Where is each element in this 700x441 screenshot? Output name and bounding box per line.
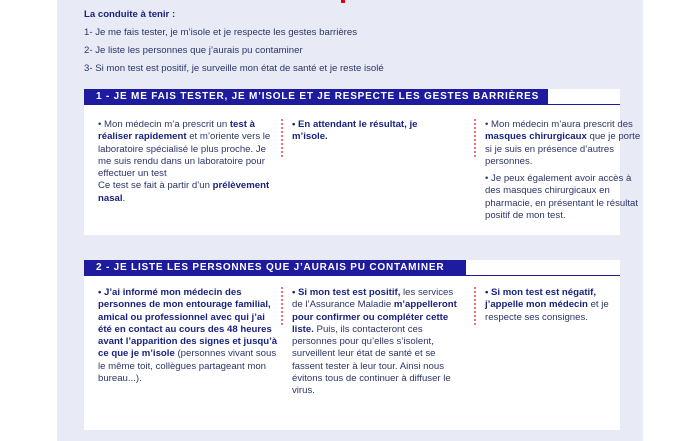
section-2-col-3 bbox=[485, 287, 635, 324]
section-2-col-2 bbox=[292, 287, 464, 398]
s1c3-text-1: • Mon médecin m’aura prescrit des bbox=[485, 119, 633, 130]
section-1-col-1 bbox=[98, 119, 274, 205]
section-2-title-rule bbox=[466, 275, 620, 276]
section-2-title: 2 - JE LISTE LES PERSONNES QUE J’AURAIS PU CONTAMINER bbox=[84, 260, 466, 276]
section-2-separator-1 bbox=[281, 287, 283, 325]
section-1-col-3 bbox=[485, 119, 643, 222]
s1c3-text-2: que je porte si je suis en présence d’autres personnes. bbox=[485, 131, 641, 167]
section-1-title: 1 - JE ME FAIS TESTER, JE M’ISOLE ET JE RESPECTE LES GESTES BARRIÈRES bbox=[84, 89, 548, 105]
section-1-card bbox=[84, 89, 641, 235]
section-1-separator-1 bbox=[281, 119, 283, 157]
s1c3-paragraph-1 bbox=[485, 119, 643, 168]
s2c1-text-1: (personnes vivant sous le même toit, collègues partageant mon bureau...). bbox=[98, 348, 277, 385]
s2c2-text-1: les services de l’Assurance Maladie bbox=[292, 287, 454, 311]
s1c1-text-3: Ce test se fait à partir d’un bbox=[98, 180, 213, 192]
intro-step-3: 3- Si mon test est positif, je surveille mon état de santé et je reste isolé bbox=[84, 63, 384, 74]
s2c3-bold-1: • Si mon test est négatif, j’appelle mon médecin bbox=[485, 287, 597, 311]
s1c1-bold-2: prélèvement nasal bbox=[98, 180, 270, 204]
s1c3-bold-1: masques chirurgicaux bbox=[485, 131, 587, 143]
s2c1-bold-1: • J’ai informé mon médecin des personnes de mon entourage familial, amical ou professionnel avec qui j’ai été en contact au cours des 48 heures avant l’apparition des signes et jusqu’à ce que je m’isole bbox=[98, 287, 278, 360]
section-1-separator-2 bbox=[474, 119, 476, 157]
red-accent-mark bbox=[341, 0, 345, 3]
section-2-card bbox=[84, 260, 620, 430]
s1c1-bold-1: test à réaliser rapidement bbox=[98, 119, 255, 143]
intro-heading: La conduite à tenir : bbox=[84, 9, 176, 20]
intro-block bbox=[84, 6, 384, 78]
s1c1-text-4: . bbox=[122, 192, 126, 204]
s2c2-text-2: Puis, ils contacteront ces personnes pour qu’elles s’isolent, surveillent leur état de santé et se fassent tester à leur tour. Ainsi nous évitons tous de continuer à diffuser le virus. bbox=[292, 323, 451, 397]
s2c3-text-1: et je respecte ses consignes. bbox=[485, 299, 609, 323]
s1c1-text-1: • Mon médecin m’a prescrit un bbox=[98, 119, 230, 130]
section-1-title-rule bbox=[548, 104, 620, 105]
s2c2-bold-1: • Si mon test est positif, bbox=[292, 287, 401, 298]
intro-step-1: 1- Je me fais tester, je m’isole et je respecte les gestes barrières bbox=[84, 27, 358, 38]
section-2-separator-2 bbox=[474, 287, 476, 325]
s1c1-text-2: et m’oriente vers le laboratoire spécialisé le plus proche. Je me suis rendu dans un laboratoire pour effectuer un test bbox=[98, 131, 271, 180]
s1c3-paragraph-2: • Je peux également avoir accès à des masques chirurgicaux en pharmacie, en présentant le résultat positif de mon test. bbox=[485, 173, 639, 222]
s2c2-bold-2: m’appelleront pour confirmer ou compléter cette liste. bbox=[292, 299, 457, 335]
intro-step-2: 2- Je liste les personnes que j’aurais pu contaminer bbox=[84, 45, 303, 56]
s1c2-bold-1: • En attendant le résultat, je m’isole. bbox=[292, 119, 418, 143]
section-2-col-1 bbox=[98, 287, 278, 385]
section-1-col-2 bbox=[292, 119, 442, 144]
